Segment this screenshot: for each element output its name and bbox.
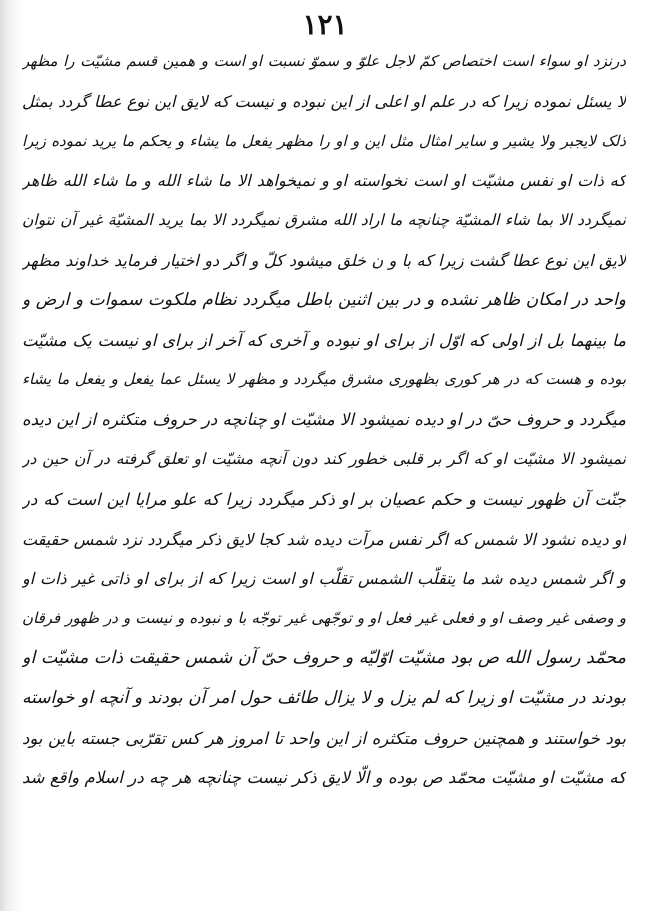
text-block — [22, 42, 626, 798]
text-line: که مشیّت او مشیّت محمّد ص بوده و الّا لایق ذکر نیست چنانچه هر چه در اسلام واقع شد — [22, 768, 626, 788]
text-line: میگردد و حروف حیّ در او دیده نمیشود الا مشیّت او چنانچه در حروف متکثره از این دیده — [22, 410, 626, 430]
text-line: لا یسئل نموده زیرا که در علم او اعلی از این نبوده و نیست که لایق این نوع عطا گردد بمثل — [22, 91, 626, 111]
text-line: جنّت آن ظهور نیست و حکم عصیان بر او ذکر میگردد زیرا که علو مرایا این است که در — [22, 489, 626, 509]
text-line: ما بینهما بل از اولی که اوّل از برای او نبوده و آخری که آخر از برای او نیست یک مشیّت — [22, 330, 626, 350]
text-line: نمیگردد الا بما شاء المشیّة چنانچه ما اراد الله مشرق نمیگردد الا بما یرید المشیّة غیر آن نتوان — [22, 211, 626, 230]
text-line: بودند در مشیّت او زیرا که لم یزل و لا یزال طائف حول امر آن بودند و آنچه او خواسته — [22, 687, 626, 708]
text-line: و اگر شمس دیده شد ما یتقلّب الشمس تقلّب او است زیرا که از برای او ذاتی غیر ذات او — [22, 569, 626, 589]
text-line: و وصفی غیر وصف او و فعلی غیر فعل او و توجّهی غیر توجّه با و نبوده و نیست و در ظهور فرقان — [22, 609, 626, 628]
text-line: لایق این نوع عطا گشت زیرا که با و ن خلق میشود کلّ و اگر دو اختیار فرماید خداوند مظهر — [22, 250, 626, 270]
page-number: ۱۲۱ — [302, 8, 348, 41]
text-line: ذلک لایجبر ولا یشیر و سایر امثال مثل این و او را مظهر یفعل ما یشاء و یحکم ما یرید نموده زیرا — [22, 131, 626, 150]
text-line: نمیشود الا مشیّت او که اگر بر قلبی خطور کند دون آنچه مشیّت او تعلق گرفته در آن حین در — [22, 449, 626, 468]
text-line: بود خواستند و همچنین حروف متکثره از این واحد تا امروز هر کس تقرّبی جسته باین بود — [22, 728, 626, 748]
text-line: محمّد رسول الله ص بود مشیّت اوّلیّه و حروف حیّ آن شمس حقیقت ذات مشیّت او — [22, 647, 626, 668]
text-line: واحد در امکان ظاهر نشده و در بین اثنین باطل میگردد نظام ملکوت سموات و ارض و — [22, 289, 626, 310]
text-line: درنزد او سواء است اختصاص کمّ لاجل علوّ و سموّ نسبت او است و همین قسم مشیّت را مظهر — [22, 52, 626, 70]
text-line: بوده و هست که در هر کوری بظهوری مشرق میگردد و مظهر لا یسئل عما یفعل و یفعل ما یشاء — [22, 370, 626, 389]
text-line: او دیده نشود الا شمس که اگر نفس مرآت دیده شد کجا لایق ذکر میگردد نزد شمس حقیقت — [22, 529, 626, 549]
text-line: که ذات او نفس مشیّت او است نخواسته او و نمیخواهد الا ما شاء الله و ما شاء الله ظاهر — [22, 171, 626, 191]
